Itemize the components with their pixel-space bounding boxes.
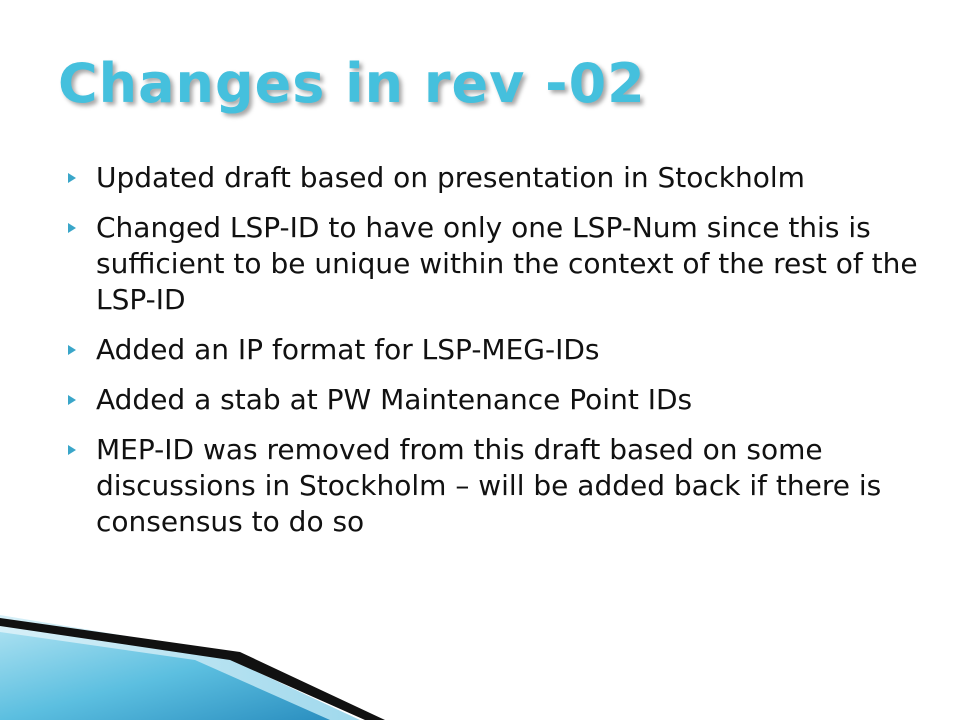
swoosh-dark-stripe	[0, 618, 385, 720]
bullet-item	[68, 210, 928, 318]
bullet-text: Added a stab at PW Maintenance Point IDs	[96, 383, 693, 416]
slide-title: Changes in rev -02	[58, 52, 646, 115]
bullet-text: MEP-ID was removed from this draft based on some discussions in Stockholm – will be added back if there is consensus to do so	[96, 433, 882, 538]
swoosh-blue-layer	[0, 632, 330, 720]
triangle-bullet-icon	[68, 345, 76, 355]
triangle-bullet-icon	[68, 395, 76, 405]
triangle-bullet-icon	[68, 223, 76, 233]
swoosh-light-layer	[0, 615, 360, 720]
bullet-item	[68, 432, 928, 540]
bullet-text: Changed LSP-ID to have only one LSP-Num since this is sufficient to be unique within the context of the rest of the LSP-ID	[96, 211, 918, 316]
bullet-item	[68, 332, 928, 368]
triangle-bullet-icon	[68, 173, 76, 183]
bullet-item	[68, 160, 928, 196]
triangle-bullet-icon	[68, 445, 76, 455]
bullet-text: Updated draft based on presentation in Stockholm	[96, 161, 805, 194]
bullet-list	[68, 160, 928, 554]
bullet-item	[68, 382, 928, 418]
bullet-text: Added an IP format for LSP-MEG-IDs	[96, 333, 600, 366]
